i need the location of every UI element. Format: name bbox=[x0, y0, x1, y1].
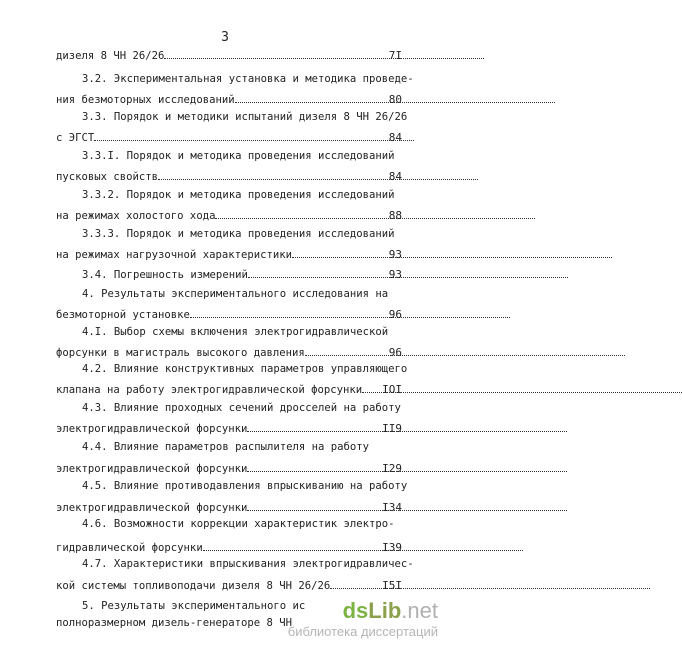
toc-entry-line: 3.3.3. Порядок и методика проведения исследований bbox=[82, 228, 395, 240]
page-number: 3 bbox=[221, 30, 229, 45]
toc-page-number: 93 bbox=[388, 268, 402, 281]
toc-page-number: 84 bbox=[388, 131, 402, 144]
toc-entry-line: форсунки в магистраль высокого давления bbox=[56, 347, 376, 359]
toc-entry-line: электрогидравлической форсунки bbox=[56, 423, 376, 435]
toc-entry-line: пусковых свойств bbox=[56, 171, 376, 183]
toc-entry-line: 3.3.I. Порядок и методика проведения исследований bbox=[82, 150, 395, 162]
toc-page-number: 80 bbox=[388, 93, 402, 106]
toc-entry-line: кой системы топливоподачи дизеля 8 ЧН 26/26 bbox=[56, 580, 376, 592]
toc-entry-line: электрогидравлической форсунки bbox=[56, 502, 376, 514]
watermark-subtitle: библиотека диссертаций bbox=[287, 624, 438, 639]
toc-entry-line: 3.3.2. Порядок и методика проведения исследований bbox=[82, 189, 395, 201]
toc-entry-line: 4.3. Влияние проходных сечений дросселей на работу bbox=[82, 402, 401, 414]
toc-entry-line: 4.I. Выбор схемы включения электрогидравлической bbox=[82, 326, 389, 338]
toc-entry-line: клапана на работу электрогидравлической форсунки bbox=[56, 384, 376, 396]
toc-entry-line: 3.4. Погрешность измерений bbox=[82, 269, 376, 281]
toc-entry-line: 3.2. Экспериментальная установка и методика проведе- bbox=[82, 73, 414, 85]
toc-page-number: 88 bbox=[388, 209, 402, 222]
toc-entry-line: полноразмерном дизель-генераторе 8 ЧН bbox=[56, 617, 292, 629]
toc-entry-line: 4.7. Характеристики впрыскивания электрогидравличес- bbox=[82, 558, 414, 570]
toc-entry-line: 4.5. Влияние противодавления впрыскиванию на работу bbox=[82, 480, 408, 492]
toc-page-number: 96 bbox=[388, 346, 402, 359]
toc-entry-line: 4.4. Влияние параметров распылителя на работу bbox=[82, 441, 370, 453]
toc-entry-line: 4.2. Влияние конструктивных параметров управляющего bbox=[82, 363, 408, 375]
toc-page-number: IOI bbox=[382, 383, 402, 396]
toc-entry-line: 5. Результаты экспериментального ис bbox=[82, 600, 306, 612]
toc-page-number: 7I bbox=[388, 49, 402, 62]
toc-entry-line: с ЭГСТ bbox=[56, 132, 376, 144]
toc-page-number: I39 bbox=[382, 541, 402, 554]
toc-entry-line: 4. Результаты экспериментального исследования на bbox=[82, 288, 389, 300]
toc-page-number: 93 bbox=[388, 248, 402, 261]
toc-entry-line: на режимах холостого хода bbox=[56, 210, 376, 222]
toc-page-number: I34 bbox=[382, 501, 402, 514]
toc-page-number: I29 bbox=[382, 462, 402, 475]
toc-entry-line: гидравлической форсунки bbox=[56, 542, 376, 554]
toc-entry-line: электрогидравлической форсунки bbox=[56, 463, 376, 475]
toc-entry-line: 4.6. Возможности коррекции характеристик электро- bbox=[82, 518, 395, 530]
toc-entry-line: безмоторной установке bbox=[56, 309, 376, 321]
toc-entry-line: дизеля 8 ЧН 26/26 bbox=[56, 50, 376, 62]
toc-entry-line: на режимах нагрузочной характеристики bbox=[56, 249, 376, 261]
watermark bbox=[288, 598, 438, 639]
toc-entry-line: ния безмоторных исследований bbox=[56, 94, 376, 106]
watermark-logo: dsLib.net bbox=[342, 598, 438, 623]
toc-entry-line: 3.3. Порядок и методики испытаний дизеля 8 ЧН 26/26 bbox=[82, 111, 408, 123]
toc-page-number: 96 bbox=[388, 308, 402, 321]
toc-page-number: 84 bbox=[388, 170, 402, 183]
toc-page-number: I5I bbox=[382, 579, 402, 592]
toc-page-number: II9 bbox=[382, 422, 402, 435]
